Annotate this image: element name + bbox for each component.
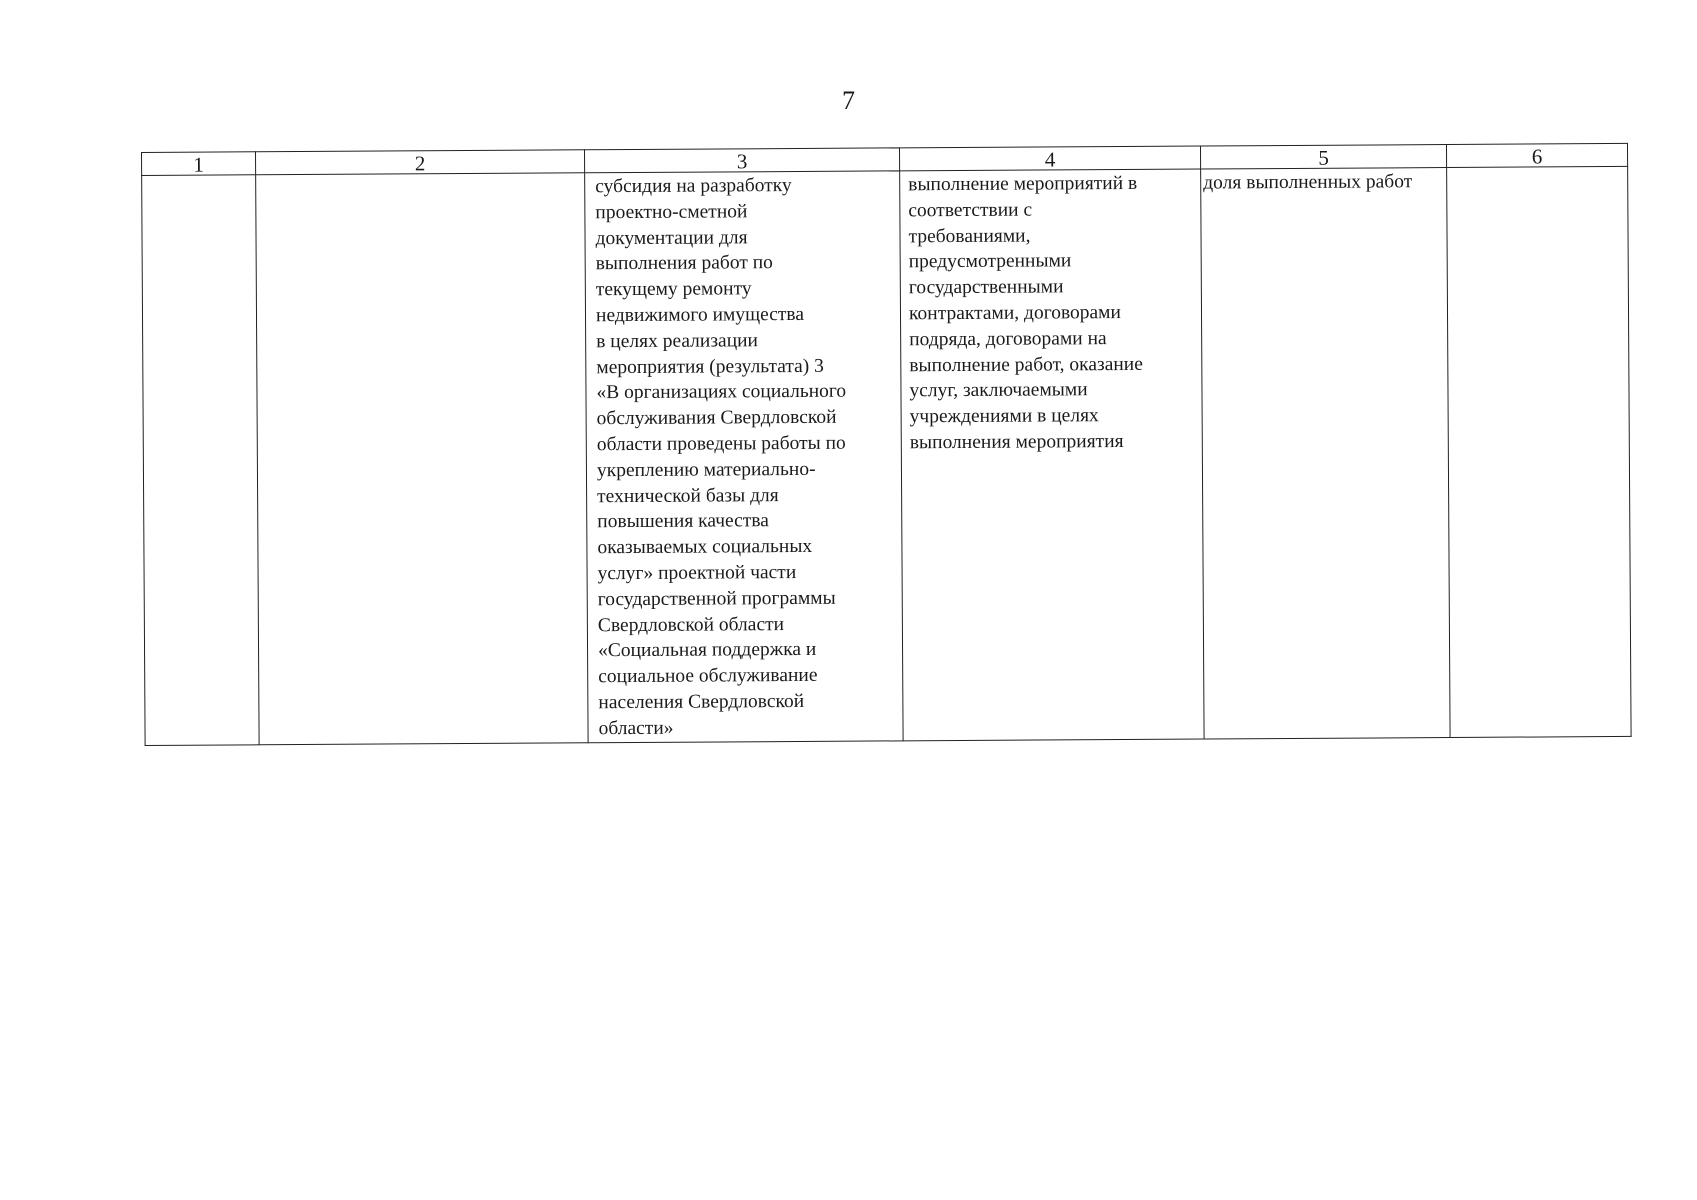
table-body xyxy=(142,166,1631,745)
table-cell-col2 xyxy=(256,173,588,745)
table-row xyxy=(142,166,1631,745)
page-number: 7 xyxy=(842,86,855,115)
column-header-5: 5 xyxy=(1200,145,1446,170)
table-container xyxy=(141,143,1632,746)
table-cell-col3 xyxy=(585,171,903,742)
table-cell-col6 xyxy=(1447,166,1631,737)
cell-text-col4: выполнение мероприятий в соответствии с требованиями, предусмотренными государственными контрактами, договорами подряда, договорами на выполнение работ, оказание услуг, заключаемыми учреждениями в целях выполнения мероприятия xyxy=(908,172,1143,454)
table-cell-col5 xyxy=(1201,168,1450,739)
column-header-2: 2 xyxy=(256,150,585,175)
data-table xyxy=(141,143,1632,746)
table-cell-col4 xyxy=(900,169,1204,740)
cell-text-col3: субсидия на разработку проектно-сметной документации для выполнения работ по текущему ремонту недвижимого имущества в целях реализации мероприятия (результата) 3 «В организациях социального обслуживания Свердловской области проведены работы по укреплению материально- технической базы для повышения качества оказываемых социальных услуг» проектной части государственной программы Свердловской области «Социальная поддержка и социальное обслуживание населения Свердловской области» xyxy=(595,175,847,739)
column-header-3: 3 xyxy=(584,148,899,173)
column-header-6: 6 xyxy=(1446,143,1627,167)
cell-text-col5: доля выполненных работ xyxy=(1203,171,1413,194)
table-cell-col1 xyxy=(142,175,259,745)
column-header-4: 4 xyxy=(899,146,1200,171)
column-header-1: 1 xyxy=(142,152,256,176)
